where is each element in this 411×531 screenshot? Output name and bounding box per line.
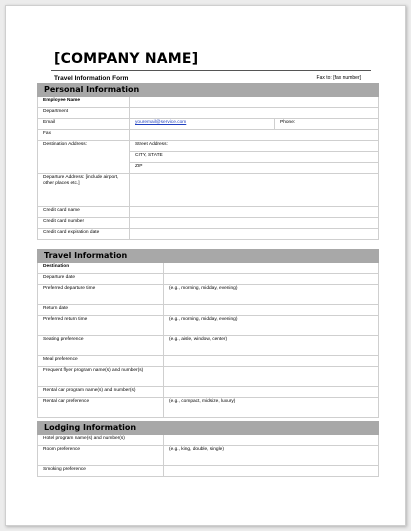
personal-info-heading: Personal Information bbox=[38, 84, 379, 97]
table-row bbox=[38, 305, 379, 316]
email-label: Email bbox=[38, 119, 130, 130]
travel-row-field[interactable] bbox=[164, 356, 379, 367]
travel-row-field[interactable] bbox=[164, 316, 379, 336]
travel-row-field[interactable] bbox=[164, 387, 379, 398]
header-rule bbox=[51, 70, 371, 71]
travel-row-field[interactable] bbox=[164, 336, 379, 356]
lodging-row-label: Hotel program name(s) and number(s) bbox=[38, 435, 164, 446]
travel-row-field[interactable] bbox=[164, 367, 379, 387]
form-page bbox=[5, 5, 406, 526]
travel-row-label: Return date bbox=[38, 305, 164, 316]
employee-name-field[interactable] bbox=[130, 97, 379, 108]
phone-label: Phone: bbox=[280, 120, 296, 125]
street-address-label: Street Address: bbox=[135, 142, 168, 147]
table-row bbox=[38, 336, 379, 356]
fax-label: Fax bbox=[38, 130, 130, 141]
street-address-field[interactable] bbox=[130, 141, 379, 152]
travel-row-field[interactable] bbox=[164, 398, 379, 418]
travel-row-label: Preferred departure time bbox=[38, 285, 164, 305]
fax-to-text: Fax to: [fax number] bbox=[316, 75, 361, 81]
company-name: [COMPANY NAME] bbox=[54, 51, 199, 67]
credit-card-number-label: Credit card number bbox=[38, 218, 130, 229]
lodging-row-hint: (e.g., king, double, single) bbox=[169, 447, 224, 452]
credit-card-expiration-field[interactable] bbox=[130, 229, 379, 240]
travel-row-label: Preferred return time bbox=[38, 316, 164, 336]
table-row bbox=[38, 466, 379, 477]
city-state-label: CITY, STATE bbox=[135, 153, 163, 158]
table-row bbox=[38, 263, 379, 274]
travel-row-label: Meal preference bbox=[38, 356, 164, 367]
personal-info-table bbox=[37, 83, 379, 240]
departure-address-field[interactable] bbox=[130, 174, 379, 207]
travel-row-label: Rental car program name(s) and number(s) bbox=[38, 387, 164, 398]
travel-row-hint: (e.g., compact, midsize, luxury) bbox=[169, 399, 236, 404]
table-row bbox=[38, 285, 379, 305]
travel-row-field[interactable] bbox=[164, 305, 379, 316]
travel-row-label: Rental car preference bbox=[38, 398, 164, 418]
department-field[interactable] bbox=[130, 108, 379, 119]
employee-name-label: Employee Name bbox=[38, 97, 130, 108]
table-row bbox=[38, 367, 379, 387]
city-state-field[interactable] bbox=[130, 152, 379, 163]
credit-card-number-field[interactable] bbox=[130, 218, 379, 229]
lodging-info-table bbox=[37, 421, 379, 477]
table-row bbox=[38, 435, 379, 446]
departure-address-label: Departure Address: [include airport, other places etc.] bbox=[38, 174, 130, 207]
table-row bbox=[38, 316, 379, 336]
lodging-row-label: Smoking preference bbox=[38, 466, 164, 477]
table-row bbox=[38, 356, 379, 367]
table-row bbox=[38, 446, 379, 466]
credit-card-name-field[interactable] bbox=[130, 207, 379, 218]
fax-field[interactable] bbox=[130, 130, 379, 141]
travel-row-label: Seating preference bbox=[38, 336, 164, 356]
email-link[interactable]: youremail@service.com bbox=[135, 120, 187, 125]
travel-row-field[interactable] bbox=[164, 274, 379, 285]
zip-field[interactable] bbox=[130, 163, 379, 174]
zip-label: ZIP bbox=[135, 164, 143, 169]
travel-info-table bbox=[37, 249, 379, 418]
travel-row-label: Destination bbox=[38, 263, 164, 274]
form-title: Travel Information Form bbox=[54, 75, 129, 82]
lodging-row-field[interactable] bbox=[164, 466, 379, 477]
travel-row-field[interactable] bbox=[164, 285, 379, 305]
phone-field[interactable] bbox=[275, 119, 379, 130]
travel-info-heading: Travel Information bbox=[38, 250, 379, 263]
lodging-row-field[interactable] bbox=[164, 446, 379, 466]
travel-row-hint: (e.g., morning, midday, evening) bbox=[169, 317, 238, 322]
travel-row-field[interactable] bbox=[164, 263, 379, 274]
table-row bbox=[38, 398, 379, 418]
department-label: Department bbox=[38, 108, 130, 119]
table-row bbox=[38, 387, 379, 398]
lodging-info-heading: Lodging Information bbox=[38, 422, 379, 435]
credit-card-name-label: Credit card name bbox=[38, 207, 130, 218]
email-field[interactable] bbox=[130, 119, 275, 130]
table-row bbox=[38, 274, 379, 285]
lodging-row-field[interactable] bbox=[164, 435, 379, 446]
travel-row-label: Frequent flyer program name(s) and number(s) bbox=[38, 367, 164, 387]
destination-address-label: Destination Address: bbox=[38, 141, 130, 174]
travel-row-label: Departure date bbox=[38, 274, 164, 285]
travel-row-hint: (e.g., aisle, window, center) bbox=[169, 337, 228, 342]
credit-card-expiration-label: Credit card expiration date bbox=[38, 229, 130, 240]
lodging-row-label: Room preference bbox=[38, 446, 164, 466]
travel-row-hint: (e.g., morning, midday, evening) bbox=[169, 286, 238, 291]
